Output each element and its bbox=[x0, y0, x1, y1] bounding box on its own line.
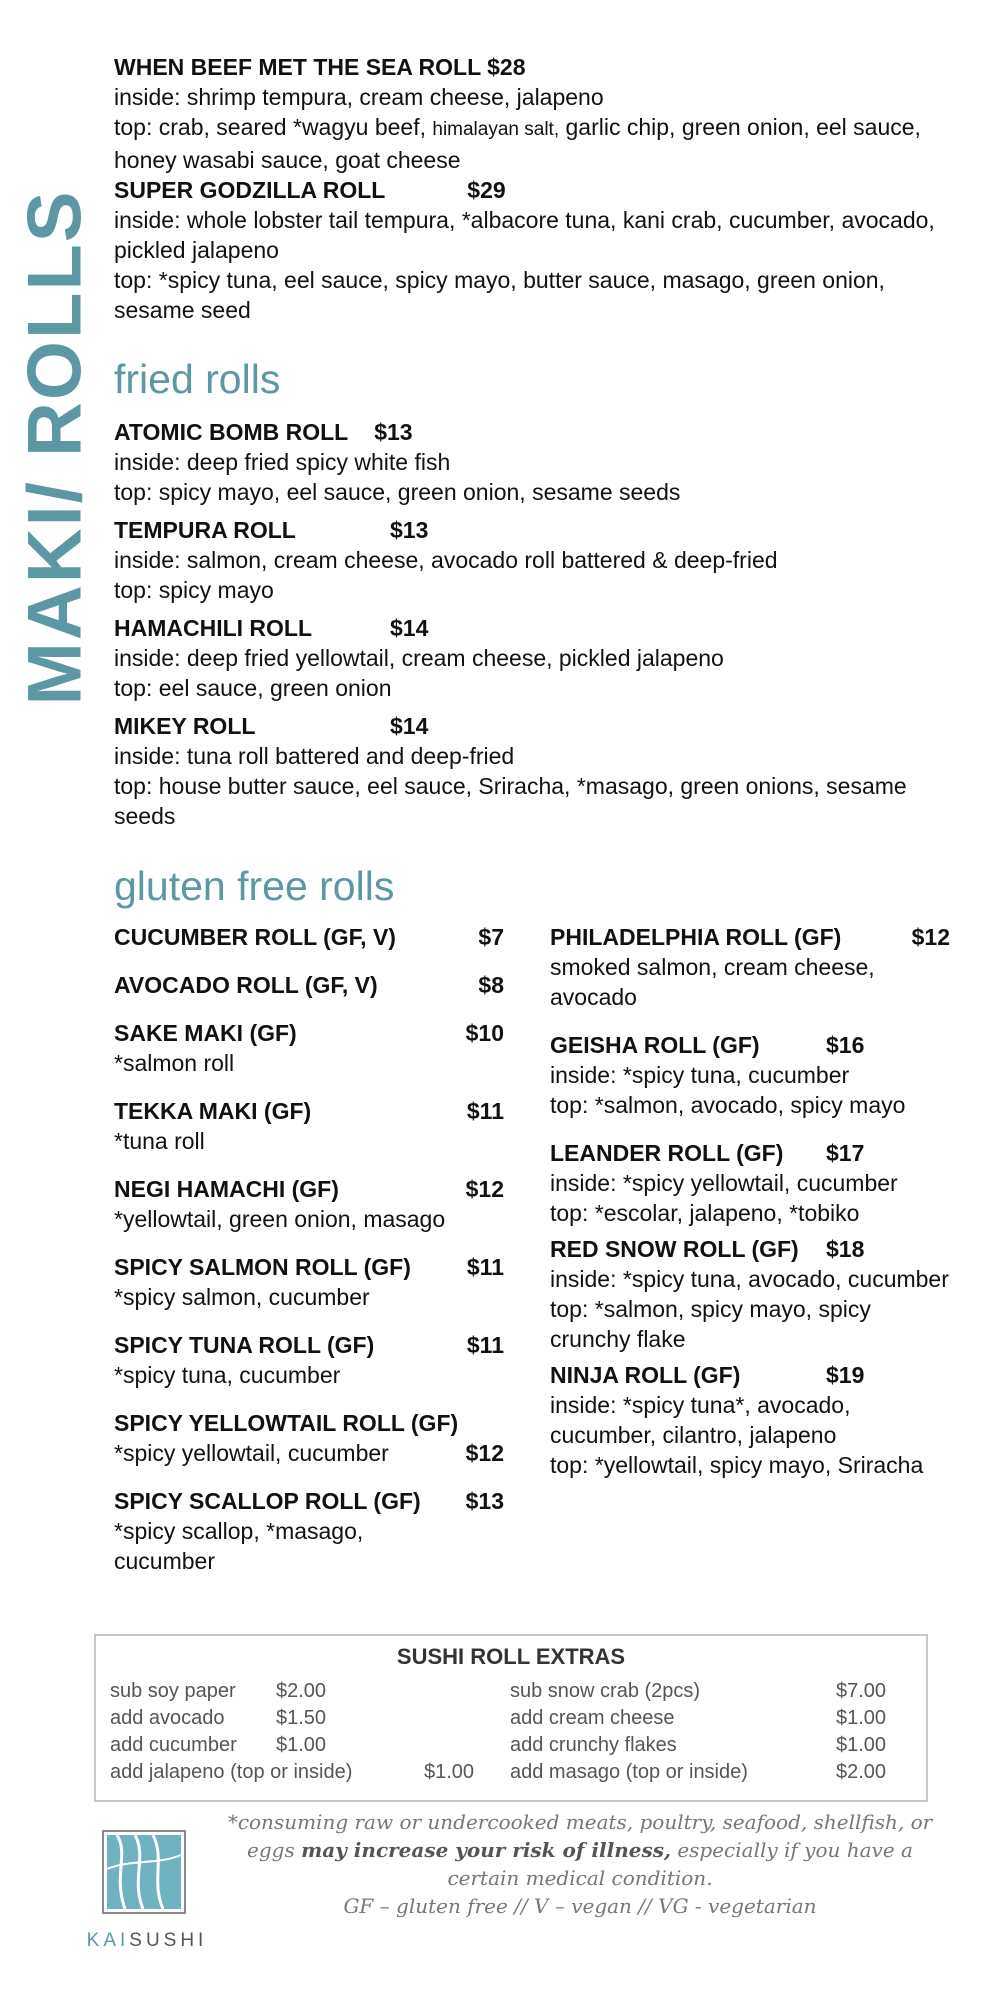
menu-item-spicy-yellowtail-roll bbox=[114, 1408, 504, 1468]
item-desc: top: eel sauce, green onion bbox=[114, 675, 392, 701]
item-name: SPICY SALMON ROLL (GF) bbox=[114, 1254, 411, 1280]
item-top: top: crab, seared *wagyu beef, himalayan salt, garlic chip, green onion, eel sauce, honey wasabi sauce, goat cheese bbox=[114, 114, 921, 173]
extras-row bbox=[110, 1734, 896, 1761]
item-name: WHEN BEEF MET THE SEA ROLL bbox=[114, 54, 481, 80]
menu-item-when-beef-met-the-sea bbox=[114, 52, 954, 175]
item-name: GEISHA ROLL (GF) bbox=[550, 1032, 760, 1058]
menu-item-negi-hamachi bbox=[114, 1174, 504, 1234]
item-desc: top: *salmon, avocado, spicy mayo bbox=[550, 1092, 906, 1118]
item-name: SPICY SCALLOP ROLL (GF) bbox=[114, 1488, 421, 1514]
item-desc: top: *escolar, jalapeno, *tobiko bbox=[550, 1200, 860, 1226]
item-name: LEANDER ROLL (GF) bbox=[550, 1140, 784, 1166]
item-price: $12 bbox=[465, 1176, 504, 1202]
item-price: $19 bbox=[826, 1362, 865, 1388]
item-name: SPICY YELLOWTAIL ROLL (GF) bbox=[114, 1410, 459, 1436]
extra-name: add cream cheese bbox=[510, 1707, 675, 1729]
item-desc: *spicy salmon, cucumber bbox=[114, 1284, 370, 1310]
item-price: $11 bbox=[466, 1332, 504, 1358]
item-price: $10 bbox=[465, 1020, 504, 1046]
item-name: TEKKA MAKI (GF) bbox=[114, 1098, 312, 1124]
item-name: MIKEY ROLL bbox=[114, 713, 256, 739]
item-desc: inside: *spicy tuna*, avocado, cucumber, cilantro, jalapeno bbox=[550, 1392, 851, 1448]
extra-price: $1.00 bbox=[836, 1734, 887, 1756]
menu-item-red-snow-roll bbox=[550, 1234, 950, 1354]
item-price: $14 bbox=[390, 713, 429, 739]
specialty-and-fried-column bbox=[114, 52, 954, 839]
menu-item-geisha-roll bbox=[550, 1030, 950, 1120]
item-desc: top: house butter sauce, eel sauce, Sriracha, *masago, green onions, sesame seeds bbox=[114, 773, 907, 829]
fried-rolls-heading: fried rolls bbox=[114, 356, 281, 402]
item-name: PHILADELPHIA ROLL (GF) bbox=[550, 924, 842, 950]
item-price: $28 bbox=[487, 54, 526, 80]
extras-row bbox=[110, 1680, 896, 1707]
item-name: SPICY TUNA ROLL (GF) bbox=[114, 1332, 375, 1358]
menu-item-atomic-bomb bbox=[114, 417, 954, 507]
item-price: $13 bbox=[390, 517, 429, 543]
extra-price: $1.00 bbox=[836, 1707, 887, 1729]
item-price: $13 bbox=[465, 1488, 504, 1514]
menu-item-hamachili bbox=[114, 613, 954, 703]
item-price: $7 bbox=[478, 924, 504, 950]
item-price: $12 bbox=[911, 924, 950, 950]
item-price: $11 bbox=[466, 1098, 504, 1124]
item-desc: inside: *spicy yellowtail, cucumber bbox=[550, 1170, 898, 1196]
extra-name: add avocado bbox=[110, 1707, 225, 1729]
menu-item-leander-roll bbox=[550, 1138, 950, 1228]
health-disclaimer: *consuming raw or undercooked meats, poultry, seafood, shellfish, or eggs may increase your risk of illness, especially if you have a certain medical condition. GF – gluten free // V – vegan // VG - vegetarian bbox=[220, 1808, 940, 1920]
sushi-roll-extras-box bbox=[94, 1634, 928, 1802]
extra-name: sub soy paper bbox=[110, 1680, 236, 1702]
menu-item-ninja-roll bbox=[550, 1360, 950, 1480]
menu-item-spicy-salmon-roll bbox=[114, 1252, 504, 1312]
item-desc: top: *spicy tuna, eel sauce, spicy mayo, butter sauce, masago, green onion, sesame seed bbox=[114, 267, 885, 323]
item-name: NINJA ROLL (GF) bbox=[550, 1362, 741, 1388]
extra-name: sub snow crab (2pcs) bbox=[510, 1680, 701, 1702]
menu-item-sake-maki bbox=[114, 1018, 504, 1078]
gluten-free-rolls-heading: gluten free rolls bbox=[114, 863, 395, 909]
extra-name: add jalapeno (top or inside) bbox=[110, 1761, 353, 1783]
item-price: $16 bbox=[826, 1032, 865, 1058]
item-price: $12 bbox=[465, 1440, 504, 1466]
extra-price: $1.00 bbox=[424, 1761, 475, 1783]
menu-item-avocado-roll bbox=[114, 970, 504, 1000]
item-desc: *yellowtail, green onion, masago bbox=[114, 1206, 446, 1232]
gluten-free-left-column bbox=[114, 922, 504, 1594]
extra-name: add masago (top or inside) bbox=[510, 1761, 748, 1783]
item-name: CUCUMBER ROLL (GF, V) bbox=[114, 924, 396, 950]
menu-item-spicy-tuna-roll bbox=[114, 1330, 504, 1390]
item-desc: *spicy yellowtail, cucumber bbox=[114, 1440, 389, 1466]
menu-item-philadelphia-roll bbox=[550, 922, 950, 1012]
item-price: $14 bbox=[390, 615, 429, 641]
item-name: AVOCADO ROLL (GF, V) bbox=[114, 972, 378, 998]
item-desc: inside: *spicy tuna, cucumber bbox=[550, 1062, 850, 1088]
item-desc: inside: salmon, cream cheese, avocado roll battered & deep-fried bbox=[114, 547, 778, 573]
extras-row bbox=[110, 1761, 896, 1788]
item-desc: *spicy tuna, cucumber bbox=[114, 1362, 341, 1388]
item-desc: inside: deep fried spicy white fish bbox=[114, 449, 451, 475]
item-price: $13 bbox=[374, 419, 413, 445]
extra-price: $2.00 bbox=[836, 1761, 887, 1783]
kai-sushi-logo bbox=[82, 1830, 212, 1955]
item-desc: top: *yellowtail, spicy mayo, Sriracha bbox=[550, 1452, 924, 1478]
item-name: RED SNOW ROLL (GF) bbox=[550, 1236, 799, 1262]
extra-price: $1.00 bbox=[276, 1734, 327, 1756]
item-name: SUPER GODZILLA ROLL bbox=[114, 177, 385, 203]
menu-item-cucumber-roll bbox=[114, 922, 504, 952]
item-name: NEGI HAMACHI (GF) bbox=[114, 1176, 339, 1202]
item-price: $17 bbox=[826, 1140, 865, 1166]
diet-legend: GF – gluten free // V – vegan // VG - vegetarian bbox=[343, 1894, 817, 1918]
item-desc: top: spicy mayo bbox=[114, 577, 274, 603]
extra-price: $7.00 bbox=[836, 1680, 887, 1702]
item-desc: *tuna roll bbox=[114, 1128, 205, 1154]
item-name: SAKE MAKI (GF) bbox=[114, 1020, 297, 1046]
extras-row bbox=[110, 1707, 896, 1734]
extra-name: add crunchy flakes bbox=[510, 1734, 677, 1756]
wave-logo-icon bbox=[107, 1835, 181, 1909]
extras-list bbox=[110, 1680, 896, 1788]
menu-item-tekka-maki bbox=[114, 1096, 504, 1156]
item-desc: *salmon roll bbox=[114, 1050, 235, 1076]
item-desc: smoked salmon, cream cheese, avocado bbox=[550, 954, 875, 1010]
item-desc: top: *salmon, spicy mayo, spicy crunchy flake bbox=[550, 1296, 871, 1352]
menu-item-tempura bbox=[114, 515, 954, 605]
extra-price: $1.50 bbox=[276, 1707, 327, 1729]
item-price: $29 bbox=[467, 177, 506, 203]
item-desc: inside: *spicy tuna, avocado, cucumber bbox=[550, 1266, 949, 1292]
item-desc: inside: whole lobster tail tempura, *albacore tuna, kani crab, cucumber, avocado, pickled jalapeno bbox=[114, 207, 935, 263]
item-name: HAMACHILI ROLL bbox=[114, 615, 313, 641]
item-desc: inside: tuna roll battered and deep-fried bbox=[114, 743, 515, 769]
menu-item-super-godzilla bbox=[114, 175, 954, 325]
item-desc: inside: deep fried yellowtail, cream cheese, pickled jalapeno bbox=[114, 645, 724, 671]
item-price: $18 bbox=[826, 1236, 865, 1262]
item-price: $8 bbox=[478, 972, 504, 998]
extra-price: $2.00 bbox=[276, 1680, 327, 1702]
item-name: ATOMIC BOMB ROLL bbox=[114, 419, 348, 445]
item-desc: top: spicy mayo, eel sauce, green onion, sesame seeds bbox=[114, 479, 681, 505]
section-side-title: MAKI/ ROLLS bbox=[12, 189, 98, 705]
item-name: TEMPURA ROLL bbox=[114, 517, 296, 543]
logo-mark bbox=[102, 1830, 186, 1914]
item-desc: inside: shrimp tempura, cream cheese, jalapeno bbox=[114, 84, 604, 110]
menu-item-mikey bbox=[114, 711, 954, 831]
extra-name: add cucumber bbox=[110, 1734, 237, 1756]
item-price: $11 bbox=[466, 1254, 504, 1280]
menu-item-spicy-scallop-roll bbox=[114, 1486, 504, 1576]
gluten-free-right-column bbox=[550, 922, 950, 1498]
logo-wordmark: KAISUSHI bbox=[86, 1930, 208, 1951]
extras-title: SUSHI ROLL EXTRAS bbox=[396, 1644, 626, 1669]
item-desc: *spicy scallop, *masago, cucumber bbox=[114, 1518, 364, 1574]
